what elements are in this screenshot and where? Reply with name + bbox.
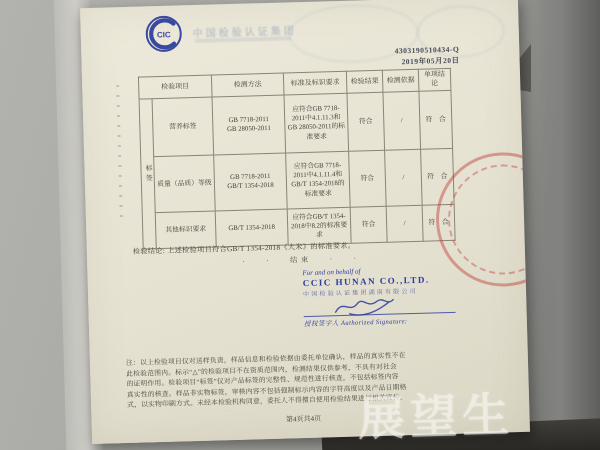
svg-text:CIC: CIC [156,30,171,40]
cell-conclusion: 符 合 [419,90,453,149]
method-line: GB 7718-2011 [230,173,271,182]
col-header-standard: 标准及标识要求 [283,71,347,95]
on-behalf-text: For and on behalf of [302,267,361,278]
note-line: 真实性的核查。样品非实物标签，审核内容不包括强制标示内容的字符高度以及产品日期格 [126,384,407,399]
report-number: 4303190510434-Q [394,44,460,56]
cell-item: 其他标识要求 [155,211,216,249]
cell-conclusion: 符 合 [422,204,455,241]
cell-basis: / [385,149,423,206]
col-header-basis: 检测依据 [382,69,419,92]
note-line: 注：以上检验项目仅对送样负责，样品信息和检验依据由委托单位确认，样品的真实性不在 [125,352,406,368]
table-row [141,148,454,213]
authorized-signer-label: 授权签字人 Authorized Signature: [303,318,408,329]
note-line: 的证明作用。检验项目“标签”仅对产品标签的完整性、规范性进行核查，不包括标签内容 [126,373,399,389]
note-line: 此检验范围内。标示“△”的检验项目不在资质范围内，检测结果仅供参考，不具有对社会 [126,363,397,378]
cell-result: 符合 [349,150,387,207]
col-header-conclusion: 单项结论 [418,68,451,91]
note-line: 式，以实物印刷方式。未经本检验机构同意，委托人不得擅自使用检验结果进行相关宣传。 [127,394,407,410]
photo-watermark: 展望生 [357,389,515,447]
cell-item: 质量（品质）等级 [154,155,216,213]
org-watermark-title: 中国检验认证集团 [192,26,297,41]
cell-basis: / [383,91,421,150]
method-line: GB 28050-2011 [226,125,271,134]
certificate-page [80,0,530,444]
cell-basis: / [386,205,423,242]
col-header-method: 检测方法 [211,73,284,97]
col-header-result: 检验结果 [346,70,383,93]
report-date: 2019年05月20日 [401,55,460,67]
method-line: GB 7718-2011 [228,116,269,125]
cell-item: 营养标签 [152,97,214,157]
signature-block [302,264,474,328]
cell-standard: 应符合GB 7718-2011中4.1.11.4和GB/T 1354-2018的标准要求 [286,151,351,209]
conclusion-line: 检验结论: 上述检验项目符合GB/T 1354-2018《大米》的标准要求。 [132,241,356,256]
background-right-shadow [534,0,600,450]
cell-standard: 应符合GB 7718-2011中4.1.11.3和GB 28050-2011的标准要求 [284,93,349,153]
binding-marks [116,85,123,217]
inspection-table [138,68,456,250]
cell-method [212,95,286,155]
method-line: GB/T 1354-2018 [227,182,274,191]
table-row [139,90,452,157]
col-header-item: 检验项目 [138,75,212,99]
cell-method [215,209,288,247]
end-marker: · · 结 束 · · [242,254,357,266]
ccic-logo-icon [144,14,183,53]
cell-conclusion: 符 合 [421,148,455,205]
red-seal-inner-arc [447,163,530,276]
page-number: 第4页共4页 [285,414,322,424]
document-meta [395,45,460,69]
cell-result: 符合 [350,206,387,243]
company-name-en: CCIC HUNAN CO.,LTD. [302,274,430,289]
company-name-cn: 中国检验认证集团湖南有限公司 [303,288,418,299]
cell-method [214,153,288,211]
cell-result: 符合 [347,92,385,151]
method-line: GB/T 1354-2018 [228,223,276,232]
cell-standard: 应符合GB/T 1354-2018中8.2的标准要求 [287,207,351,245]
row-group-label: 标签 [139,99,156,249]
